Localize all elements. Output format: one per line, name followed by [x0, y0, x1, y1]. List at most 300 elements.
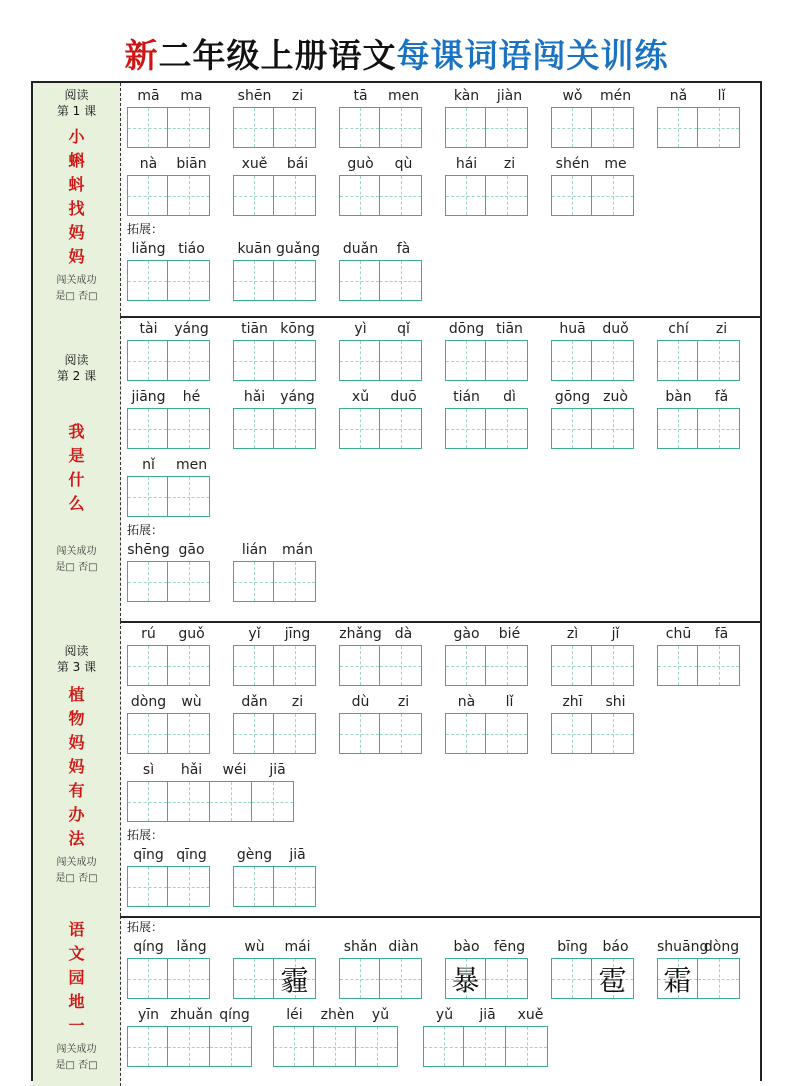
word-item [127, 386, 213, 449]
word-item [339, 691, 425, 754]
pinyin-syllable: shén [555, 156, 590, 172]
writing-box[interactable] [339, 408, 380, 449]
tianzige-boxes [423, 1026, 552, 1067]
pinyin-syllable: yǐ [248, 626, 261, 642]
writing-box[interactable] [551, 340, 592, 381]
pinyin-row [273, 1004, 402, 1026]
pinyin-row [127, 153, 213, 175]
writing-box[interactable] [274, 561, 316, 602]
writing-box[interactable] [445, 340, 486, 381]
word-item [423, 1004, 552, 1067]
word-item [127, 759, 299, 822]
yes-no-check: 是□ 否□ [55, 291, 98, 302]
pinyin-row [233, 539, 319, 561]
writing-box[interactable] [445, 408, 486, 449]
pinyin-row [127, 1004, 256, 1026]
pinyin-row [551, 318, 637, 340]
writing-box[interactable] [210, 781, 252, 822]
pinyin-syllable: zi [715, 321, 728, 337]
pinyin-syllable: gōng [554, 389, 591, 405]
filled-character: 雹 [598, 963, 627, 997]
tianzige-boxes [233, 408, 319, 449]
pinyin-syllable: mén [599, 88, 632, 104]
writing-box[interactable] [274, 175, 316, 216]
title-grade: 二年级上册语文 [158, 36, 397, 75]
pinyin-syllable: fà [396, 241, 411, 257]
writing-box[interactable] [380, 175, 422, 216]
writing-box[interactable] [592, 408, 634, 449]
writing-box[interactable] [252, 781, 294, 822]
writing-box[interactable] [445, 645, 486, 686]
word-item [551, 623, 637, 686]
pinyin-syllable: shǎn [343, 939, 378, 955]
pinyin-syllable: mā [137, 88, 160, 104]
writing-box[interactable] [592, 713, 634, 754]
word-item [233, 623, 319, 686]
tianzige-boxes [339, 260, 425, 301]
writing-box[interactable] [233, 958, 274, 999]
writing-box[interactable] [274, 260, 316, 301]
word-item [339, 153, 425, 216]
read-label: 阅读 [64, 644, 89, 658]
writing-box[interactable] [551, 958, 592, 999]
writing-box[interactable] [551, 713, 592, 754]
pinyin-syllable: mán [281, 542, 314, 558]
writing-box[interactable] [168, 107, 210, 148]
writing-box[interactable] [657, 645, 698, 686]
lesson-title-char: 妈 [68, 733, 85, 752]
word-item [657, 623, 743, 686]
tianzige-boxes [551, 713, 637, 754]
pinyin-syllable: shēng [127, 542, 170, 558]
pinyin-syllable: qíng [219, 1007, 250, 1023]
pinyin-syllable: hái [455, 156, 478, 172]
pinyin-row [127, 759, 299, 781]
tianzige-boxes [233, 340, 319, 381]
writing-box[interactable] [127, 260, 168, 301]
pinyin-syllable: qù [394, 156, 413, 172]
pinyin-syllable: chū [665, 626, 692, 642]
pinyin-syllable: shuāng [657, 939, 709, 955]
word-item [339, 936, 425, 999]
writing-box[interactable] [592, 340, 634, 381]
pinyin-syllable: guò [347, 156, 374, 172]
writing-box[interactable] [168, 781, 210, 822]
writing-box[interactable] [551, 107, 592, 148]
read-label: 阅读 [64, 353, 89, 367]
tianzige-boxes [233, 713, 319, 754]
tianzige-boxes [551, 958, 637, 999]
word-item [657, 318, 743, 381]
word-item [127, 691, 213, 754]
tianzige-boxes [127, 107, 213, 148]
pinyin-row [551, 936, 637, 958]
pinyin-row [127, 454, 213, 476]
writing-box[interactable] [380, 958, 422, 999]
pinyin-syllable: sì [142, 762, 155, 778]
writing-box[interactable] [423, 1026, 464, 1067]
pinyin-syllable: yīn [137, 1007, 160, 1023]
writing-box[interactable] [127, 958, 168, 999]
pinyin-syllable: zì [566, 626, 579, 642]
writing-box[interactable] [273, 1026, 314, 1067]
tianzige-boxes [339, 408, 425, 449]
tianzige-boxes [551, 340, 637, 381]
pinyin-syllable: bīng [557, 939, 588, 955]
word-item [273, 1004, 402, 1067]
writing-box[interactable] [339, 645, 380, 686]
pinyin-syllable: dǎn [241, 694, 268, 710]
pinyin-row [339, 623, 425, 645]
word-item [657, 936, 743, 999]
writing-box[interactable] [233, 561, 274, 602]
writing-box[interactable] [233, 645, 274, 686]
word-item [445, 153, 531, 216]
extension-label: 拓展： [127, 222, 164, 236]
filled-character: 霜 [663, 963, 692, 997]
pinyin-row [445, 85, 531, 107]
writing-box[interactable] [233, 408, 274, 449]
pinyin-row [127, 623, 213, 645]
word-item [551, 318, 637, 381]
extension-label: 拓展： [127, 828, 164, 842]
writing-box[interactable] [233, 260, 274, 301]
pinyin-syllable: lián [241, 542, 268, 558]
pinyin-syllable: bái [286, 156, 309, 172]
writing-box[interactable] [486, 958, 528, 999]
pinyin-row [233, 318, 319, 340]
pinyin-row [233, 238, 319, 260]
pinyin-syllable: yǔ [435, 1007, 454, 1023]
pinyin-syllable: guǒ [178, 626, 205, 642]
word-item [233, 936, 319, 999]
writing-box[interactable] [339, 713, 380, 754]
word-item [127, 85, 213, 148]
writing-box[interactable] [592, 175, 634, 216]
tianzige-boxes [339, 175, 425, 216]
writing-box[interactable] [127, 561, 168, 602]
pinyin-syllable: guǎng [276, 241, 321, 257]
writing-box[interactable] [339, 958, 380, 999]
pinyin-syllable: zi [503, 156, 516, 172]
writing-box[interactable] [506, 1026, 548, 1067]
pinyin-syllable: léi [286, 1007, 303, 1023]
writing-box[interactable] [168, 340, 210, 381]
page-title [0, 30, 793, 77]
writing-box[interactable] [445, 713, 486, 754]
tianzige-boxes [233, 866, 319, 907]
pinyin-row [339, 386, 425, 408]
writing-box[interactable] [380, 340, 422, 381]
lesson-title-char: 园 [68, 968, 85, 987]
pinyin-syllable: zhuǎn [170, 1007, 213, 1023]
writing-box[interactable] [464, 1026, 506, 1067]
writing-box[interactable] [274, 340, 316, 381]
writing-box[interactable] [486, 408, 528, 449]
writing-box[interactable] [210, 1026, 252, 1067]
lesson-title-char: 找 [68, 199, 85, 218]
pinyin-syllable: yáng [174, 321, 209, 337]
lesson-number: 第 2 课 [56, 369, 97, 383]
pinyin-row [445, 623, 531, 645]
writing-box[interactable] [168, 958, 210, 999]
writing-box[interactable] [233, 175, 274, 216]
tianzige-boxes [127, 175, 213, 216]
lesson-section-3 [33, 621, 760, 918]
pinyin-syllable: duō [390, 389, 417, 405]
writing-box[interactable] [127, 866, 168, 907]
writing-box[interactable] [380, 713, 422, 754]
pinyin-row [233, 623, 319, 645]
pinyin-syllable: zi [291, 694, 304, 710]
pass-label: 闯关成功 [56, 1044, 97, 1055]
pinyin-syllable: jiā [479, 1007, 496, 1023]
word-item [127, 238, 213, 301]
title-new: 新 [124, 36, 159, 75]
extension-label: 拓展： [127, 920, 164, 934]
writing-box[interactable] [551, 175, 592, 216]
yes-no-check: 是□ 否□ [55, 562, 98, 573]
word-item [127, 1004, 256, 1067]
writing-box[interactable] [274, 713, 316, 754]
pinyin-syllable: rú [141, 626, 156, 642]
writing-box[interactable] [486, 340, 528, 381]
pinyin-syllable: duǎn [342, 241, 379, 257]
pinyin-row [657, 85, 743, 107]
word-item [233, 318, 319, 381]
writing-box[interactable] [233, 107, 274, 148]
pinyin-syllable: wǒ [562, 88, 583, 104]
writing-box[interactable] [380, 260, 422, 301]
word-item [551, 386, 637, 449]
pinyin-syllable: diàn [388, 939, 419, 955]
writing-box[interactable] [168, 561, 210, 602]
writing-box[interactable] [698, 408, 740, 449]
writing-box[interactable] [551, 408, 592, 449]
writing-box[interactable] [127, 713, 168, 754]
writing-box[interactable] [486, 645, 528, 686]
lesson-section-yuwen-yuandi [33, 916, 760, 1086]
writing-box[interactable] [551, 645, 592, 686]
pinyin-syllable: tā [353, 88, 368, 104]
writing-box[interactable] [445, 175, 486, 216]
word-item [127, 539, 213, 602]
pinyin-syllable: jiàn [496, 88, 523, 104]
tianzige-boxes [445, 645, 531, 686]
writing-box[interactable] [168, 866, 210, 907]
word-item [445, 318, 531, 381]
tianzige-boxes [445, 340, 531, 381]
writing-box[interactable] [486, 175, 528, 216]
pinyin-syllable: wù [181, 694, 202, 710]
pinyin-row [445, 936, 531, 958]
tianzige-boxes [127, 866, 213, 907]
lesson-title-char: 妈 [68, 247, 85, 266]
writing-box[interactable] [274, 866, 316, 907]
pinyin-row [551, 691, 637, 713]
pinyin-syllable: hé [182, 389, 201, 405]
pinyin-syllable: me [604, 156, 627, 172]
writing-box[interactable] [127, 476, 168, 517]
writing-box[interactable] [657, 340, 698, 381]
writing-box[interactable] [698, 107, 740, 148]
writing-box[interactable] [168, 175, 210, 216]
writing-box[interactable] [274, 645, 316, 686]
writing-box[interactable] [592, 958, 634, 999]
writing-box[interactable] [168, 645, 210, 686]
word-item [551, 85, 637, 148]
pinyin-syllable: nǐ [142, 457, 155, 473]
tianzige-boxes [551, 175, 637, 216]
pinyin-syllable: chí [668, 321, 689, 337]
pinyin-syllable: jiā [289, 847, 306, 863]
pinyin-syllable: dà [394, 626, 413, 642]
pinyin-syllable: tài [139, 321, 158, 337]
writing-box[interactable] [127, 408, 168, 449]
pinyin-row [233, 936, 319, 958]
pinyin-row [127, 238, 213, 260]
pinyin-row [423, 1004, 552, 1026]
lesson-title-char: 地 [68, 992, 85, 1011]
lesson-number: 第 1 课 [56, 104, 97, 118]
writing-box[interactable] [380, 408, 422, 449]
writing-box[interactable] [445, 958, 486, 999]
pinyin-row [127, 318, 213, 340]
writing-box[interactable] [127, 107, 168, 148]
lesson-title-char: 植 [68, 685, 85, 704]
pinyin-syllable: gāo [178, 542, 205, 558]
word-item [127, 318, 213, 381]
word-item [339, 386, 425, 449]
writing-box[interactable] [339, 340, 380, 381]
word-item [445, 85, 531, 148]
pinyin-syllable: yì [354, 321, 367, 337]
pinyin-syllable: duǒ [602, 321, 629, 337]
writing-box[interactable] [127, 781, 168, 822]
writing-box[interactable] [274, 408, 316, 449]
word-item [233, 85, 319, 148]
lesson-sidebar [33, 916, 121, 1086]
writing-box[interactable] [380, 107, 422, 148]
writing-box[interactable] [339, 107, 380, 148]
pinyin-row [657, 386, 743, 408]
pinyin-syllable: jīng [284, 626, 311, 642]
writing-box[interactable] [168, 1026, 210, 1067]
pinyin-syllable: xǔ [351, 389, 370, 405]
writing-box[interactable] [657, 107, 698, 148]
writing-box[interactable] [168, 408, 210, 449]
tianzige-boxes [127, 958, 213, 999]
writing-box[interactable] [168, 476, 210, 517]
pinyin-row [233, 85, 319, 107]
pinyin-syllable: bàn [665, 389, 692, 405]
pinyin-syllable: lǐ [717, 88, 726, 104]
writing-box[interactable] [657, 408, 698, 449]
pinyin-syllable: tiān [496, 321, 523, 337]
writing-box[interactable] [127, 1026, 168, 1067]
pinyin-syllable: fēng [493, 939, 526, 955]
word-item [445, 691, 531, 754]
word-item [233, 386, 319, 449]
writing-box[interactable] [127, 340, 168, 381]
pinyin-row [445, 318, 531, 340]
writing-box[interactable] [356, 1026, 398, 1067]
lesson-title-char: 文 [68, 944, 85, 963]
tianzige-boxes [445, 175, 531, 216]
writing-box[interactable] [233, 866, 274, 907]
writing-box[interactable] [592, 107, 634, 148]
pinyin-syllable: zhī [562, 694, 583, 710]
tianzige-boxes [127, 260, 213, 301]
lesson-title-char: 一 [68, 1016, 85, 1035]
writing-box[interactable] [698, 645, 740, 686]
pinyin-syllable: xuě [241, 156, 268, 172]
pinyin-row [339, 85, 425, 107]
pinyin-row [657, 936, 743, 958]
writing-box[interactable] [168, 713, 210, 754]
pinyin-syllable: qǐ [397, 321, 410, 337]
pinyin-syllable: bào [453, 939, 480, 955]
writing-box[interactable] [380, 645, 422, 686]
pinyin-syllable: xuě [517, 1007, 544, 1023]
writing-box[interactable] [698, 958, 740, 999]
writing-box[interactable] [233, 713, 274, 754]
tianzige-boxes [127, 645, 213, 686]
writing-box[interactable] [274, 107, 316, 148]
writing-box[interactable] [592, 645, 634, 686]
tianzige-boxes [339, 107, 425, 148]
pinyin-syllable: kōng [280, 321, 315, 337]
word-item [339, 85, 425, 148]
writing-box[interactable] [445, 107, 486, 148]
tianzige-boxes [127, 1026, 256, 1067]
writing-box[interactable] [233, 340, 274, 381]
writing-box[interactable] [657, 958, 698, 999]
pinyin-row [339, 691, 425, 713]
writing-box[interactable] [698, 340, 740, 381]
pinyin-row [127, 539, 213, 561]
writing-box[interactable] [486, 107, 528, 148]
tianzige-boxes [551, 107, 637, 148]
pinyin-syllable: qíng [133, 939, 164, 955]
pinyin-syllable: liǎng [131, 241, 166, 257]
tianzige-boxes [233, 645, 319, 686]
pinyin-syllable: wù [244, 939, 265, 955]
word-item [445, 623, 531, 686]
pinyin-syllable: fǎ [714, 389, 729, 405]
writing-box[interactable] [314, 1026, 356, 1067]
writing-box[interactable] [127, 645, 168, 686]
word-item [127, 936, 213, 999]
pinyin-syllable: yáng [280, 389, 315, 405]
writing-box[interactable] [127, 175, 168, 216]
writing-box[interactable] [486, 713, 528, 754]
filled-character: 暴 [451, 963, 480, 997]
word-item [127, 623, 213, 686]
worksheet-table [31, 81, 762, 1081]
writing-box[interactable] [339, 260, 380, 301]
writing-box[interactable] [339, 175, 380, 216]
writing-box[interactable] [274, 958, 316, 999]
pinyin-syllable: dòng [130, 694, 167, 710]
pinyin-syllable: tián [453, 389, 480, 405]
writing-box[interactable] [168, 260, 210, 301]
tianzige-boxes [657, 958, 743, 999]
pinyin-syllable: nà [139, 156, 158, 172]
pinyin-row [657, 623, 743, 645]
pinyin-syllable: gào [453, 626, 480, 642]
lesson-title-char: 我 [68, 422, 85, 441]
